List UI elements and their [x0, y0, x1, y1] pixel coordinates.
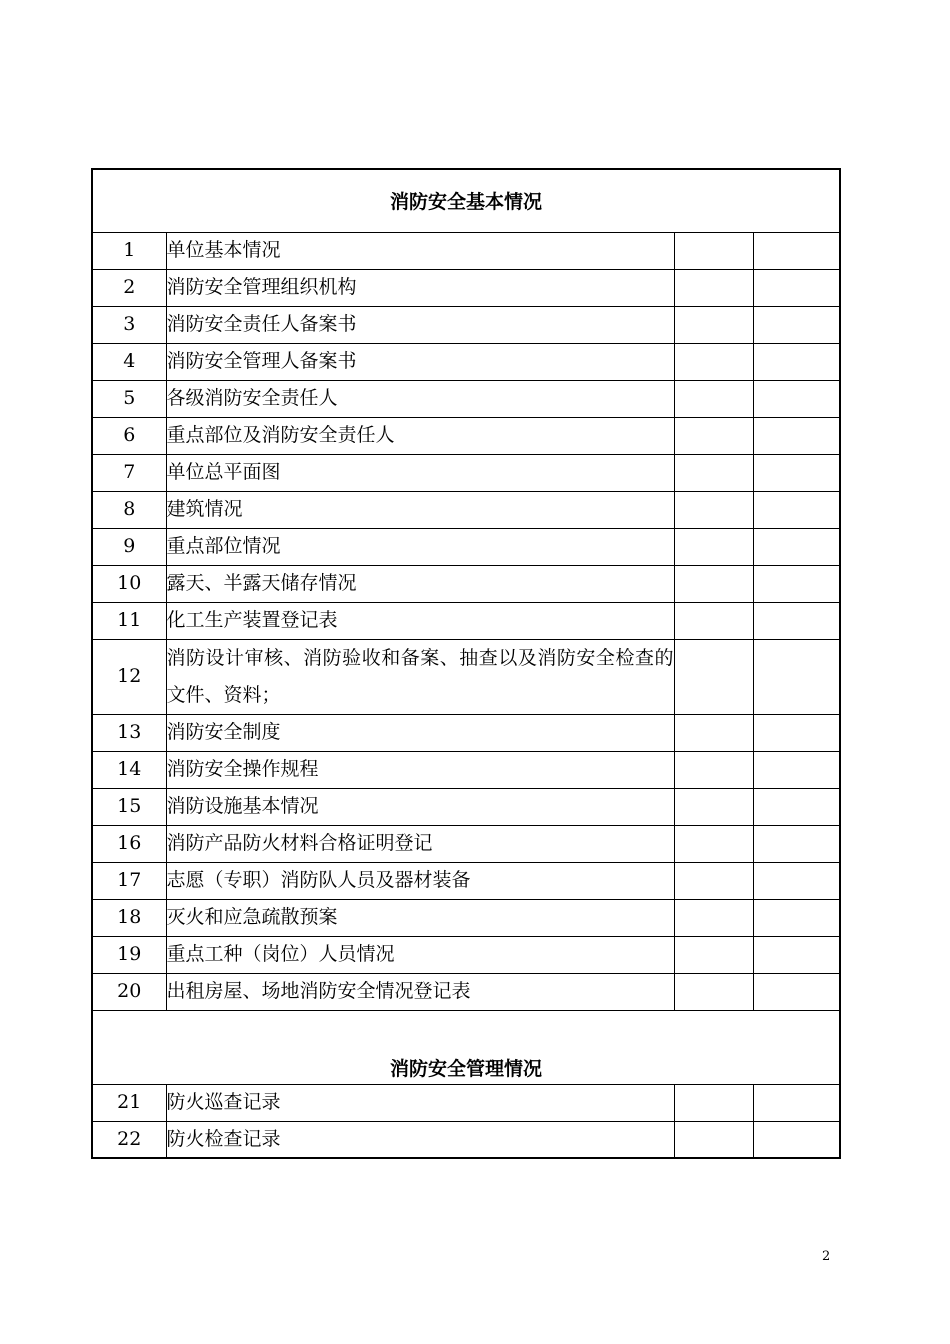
blank-cell — [753, 417, 840, 454]
row-number: 7 — [92, 454, 166, 491]
row-number: 2 — [92, 269, 166, 306]
blank-cell — [674, 973, 753, 1010]
blank-cell — [674, 639, 753, 714]
table-row — [92, 639, 840, 714]
row-title: 重点工种（岗位）人员情况 — [166, 936, 674, 973]
table-row — [92, 714, 840, 751]
blank-cell — [753, 788, 840, 825]
row-number: 19 — [92, 936, 166, 973]
blank-cell — [674, 232, 753, 269]
blank-cell — [674, 899, 753, 936]
row-title: 灭火和应急疏散预案 — [166, 899, 674, 936]
row-number: 20 — [92, 973, 166, 1010]
blank-cell — [674, 1084, 753, 1121]
row-title: 化工生产装置登记表 — [166, 602, 674, 639]
row-number: 14 — [92, 751, 166, 788]
row-number: 6 — [92, 417, 166, 454]
row-number: 17 — [92, 862, 166, 899]
blank-cell — [753, 899, 840, 936]
row-title: 消防产品防火材料合格证明登记 — [166, 825, 674, 862]
blank-cell — [674, 417, 753, 454]
row-title: 露天、半露天储存情况 — [166, 565, 674, 602]
row-number: 22 — [92, 1121, 166, 1158]
row-title: 防火检查记录 — [166, 1121, 674, 1158]
blank-cell — [753, 602, 840, 639]
blank-cell — [674, 380, 753, 417]
table-row — [92, 1084, 840, 1121]
row-title: 建筑情况 — [166, 491, 674, 528]
table-row — [92, 417, 840, 454]
row-number: 12 — [92, 639, 166, 714]
table-row — [92, 602, 840, 639]
blank-cell — [674, 269, 753, 306]
blank-cell — [674, 491, 753, 528]
table-row — [92, 973, 840, 1010]
table-row — [92, 825, 840, 862]
row-number: 21 — [92, 1084, 166, 1121]
section-heading-row — [92, 1010, 840, 1084]
row-number: 8 — [92, 491, 166, 528]
row-number: 15 — [92, 788, 166, 825]
table-row — [92, 751, 840, 788]
row-title: 单位总平面图 — [166, 454, 674, 491]
row-number: 11 — [92, 602, 166, 639]
document-table — [91, 168, 841, 1159]
blank-cell — [674, 714, 753, 751]
row-title: 重点部位及消防安全责任人 — [166, 417, 674, 454]
blank-cell — [674, 751, 753, 788]
row-title: 消防安全管理组织机构 — [166, 269, 674, 306]
blank-cell — [674, 454, 753, 491]
blank-cell — [674, 788, 753, 825]
row-title: 消防安全责任人备案书 — [166, 306, 674, 343]
table-row — [92, 862, 840, 899]
blank-cell — [753, 751, 840, 788]
blank-cell — [753, 232, 840, 269]
row-title: 重点部位情况 — [166, 528, 674, 565]
row-title: 消防设计审核、消防验收和备案、抽查以及消防安全检查的文件、资料； — [166, 639, 674, 714]
row-title: 防火巡查记录 — [166, 1084, 674, 1121]
table-row — [92, 565, 840, 602]
row-title: 消防安全管理人备案书 — [166, 343, 674, 380]
row-number: 9 — [92, 528, 166, 565]
row-title: 消防安全操作规程 — [166, 751, 674, 788]
blank-cell — [753, 491, 840, 528]
table-row — [92, 491, 840, 528]
table-row — [92, 232, 840, 269]
table-row — [92, 343, 840, 380]
blank-cell — [674, 862, 753, 899]
blank-cell — [674, 1121, 753, 1158]
blank-cell — [674, 602, 753, 639]
blank-cell — [753, 380, 840, 417]
section-heading-row — [92, 169, 840, 232]
blank-cell — [753, 454, 840, 491]
blank-cell — [753, 973, 840, 1010]
blank-cell — [753, 1084, 840, 1121]
table-row — [92, 788, 840, 825]
blank-cell — [674, 343, 753, 380]
blank-cell — [753, 269, 840, 306]
row-title: 消防设施基本情况 — [166, 788, 674, 825]
row-number: 10 — [92, 565, 166, 602]
row-title: 消防安全制度 — [166, 714, 674, 751]
blank-cell — [753, 565, 840, 602]
blank-cell — [674, 565, 753, 602]
blank-cell — [674, 528, 753, 565]
table-row — [92, 380, 840, 417]
blank-cell — [753, 825, 840, 862]
blank-cell — [753, 343, 840, 380]
blank-cell — [753, 1121, 840, 1158]
table-row — [92, 269, 840, 306]
blank-cell — [674, 306, 753, 343]
row-title: 志愿（专职）消防队人员及器材装备 — [166, 862, 674, 899]
table-row — [92, 899, 840, 936]
section-heading: 消防安全基本情况 — [92, 169, 840, 232]
blank-cell — [753, 528, 840, 565]
table-row — [92, 936, 840, 973]
row-number: 5 — [92, 380, 166, 417]
table-row — [92, 454, 840, 491]
blank-cell — [753, 936, 840, 973]
blank-cell — [753, 714, 840, 751]
row-number: 4 — [92, 343, 166, 380]
row-title: 出租房屋、场地消防安全情况登记表 — [166, 973, 674, 1010]
section-heading: 消防安全管理情况 — [92, 1010, 840, 1084]
row-title: 各级消防安全责任人 — [166, 380, 674, 417]
row-number: 18 — [92, 899, 166, 936]
row-number: 1 — [92, 232, 166, 269]
table-row — [92, 1121, 840, 1158]
blank-cell — [753, 306, 840, 343]
page-number: 2 — [822, 1249, 831, 1264]
blank-cell — [674, 825, 753, 862]
table-row — [92, 528, 840, 565]
blank-cell — [753, 862, 840, 899]
row-number: 13 — [92, 714, 166, 751]
table-row — [92, 306, 840, 343]
table-body — [92, 169, 840, 1158]
row-number: 3 — [92, 306, 166, 343]
blank-cell — [753, 639, 840, 714]
row-title: 单位基本情况 — [166, 232, 674, 269]
blank-cell — [674, 936, 753, 973]
row-number: 16 — [92, 825, 166, 862]
